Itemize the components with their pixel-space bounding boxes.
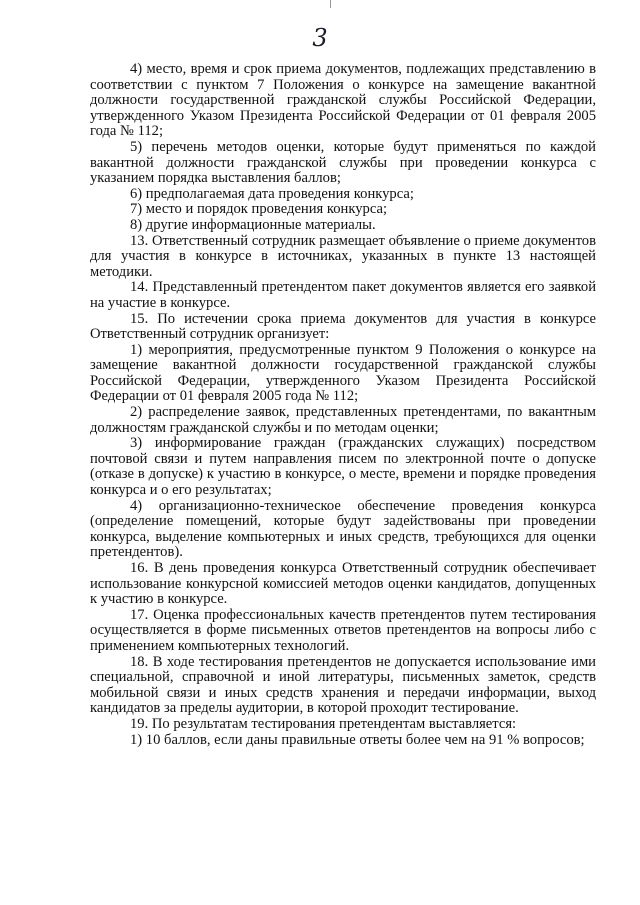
paragraph-19: 19. По результатам тестирования претендентам выставляется: [130,715,517,732]
paragraph-13: 13. Ответственный сотрудник размещает объявление о приеме документов для участия в конкурсе в источниках, указанных в пункте 13 настоящей методики. [90,232,596,280]
paragraph-18: 18. В ходе тестирования претендентов не допускается использование ими специальной, справочной и иной литературы, письменных заметок, средств мобильной связи и иных средств хранения и передачи информации, выход кандидатов за пределы аудитории, в которой проходит тестирование. [90,653,596,717]
paragraph-15-item-3: 3) информирование граждан (гражданских служащих) посредством почтовой связи и путем направления писем по электронной почте о допуске (отказе в допуске) к участию в конкурсе, о месте, времени и порядке проведения конкурса и о его результатах; [90,435,596,499]
scan-mark [330,0,331,8]
paragraph-15-item-4: 4) организационно-техническое обеспечение проведения конкурса (определение помещений, которые будут задействованы при проведении конкурса, выделение компьютерных и иных средств, требующихся для оценки претендентов). [90,497,596,561]
paragraph-17: 17. Оценка профессиональных качеств претендентов путем тестирования осуществляется в форме письменных ответов претендентов на вопросы либо с применением компьютерных технологий. [90,606,596,654]
paragraph-item-4: 4) место, время и срок приема документов, подлежащих представлению в соответствии с пунктом 7 Положения о конкурсе на замещение вакантной должности государственной гражданской службы Российской Федерации, утвержденного Указом Президента Российской Федерации от 01 февраля 2005 года № 112; [90,61,596,140]
paragraph-15-item-2: 2) распределение заявок, представленных претендентами, по вакантным должностям гражданской службы и по методам оценки; [90,404,596,436]
paragraph-item-5: 5) перечень методов оценки, которые будут применяться по каждой вакантной должности гражданской службы при проведении конкурса с указанием порядка выставления баллов; [90,138,596,187]
paragraph-15-item-1: 1) мероприятия, предусмотренные пунктом 9 Положения о конкурсе на замещение вакантной должности государственной гражданской службы Российской Федерации, утвержденного Указом Президента Российской Федерации от 01 февраля 2005 года № 112; [90,341,596,405]
page-number: 3 [312,24,328,52]
paragraph-15: 15. По истечении срока приема документов для участия в конкурсе Ответственный сотрудник организует: [90,310,596,343]
paragraph-19-item-1: 1) 10 баллов, если даны правильные ответы более чем на 91 % вопросов; [130,731,585,748]
paragraph-14: 14. Представленный претендентом пакет документов является его заявкой на участие в конкурсе. [90,279,596,311]
document-body [90,62,596,748]
paragraph-item-7: 7) место и порядок проведения конкурса; [130,201,388,218]
paragraph-item-8: 8) другие информационные материалы. [130,216,376,233]
paragraph-item-6: 6) предполагаемая дата проведения конкурса; [130,185,414,202]
paragraph-16: 16. В день проведения конкурса Ответственный сотрудник обеспечивает использование конкурсной комиссией методов оценки кандидатов, допущенных к участию в конкурсе. [90,560,596,608]
